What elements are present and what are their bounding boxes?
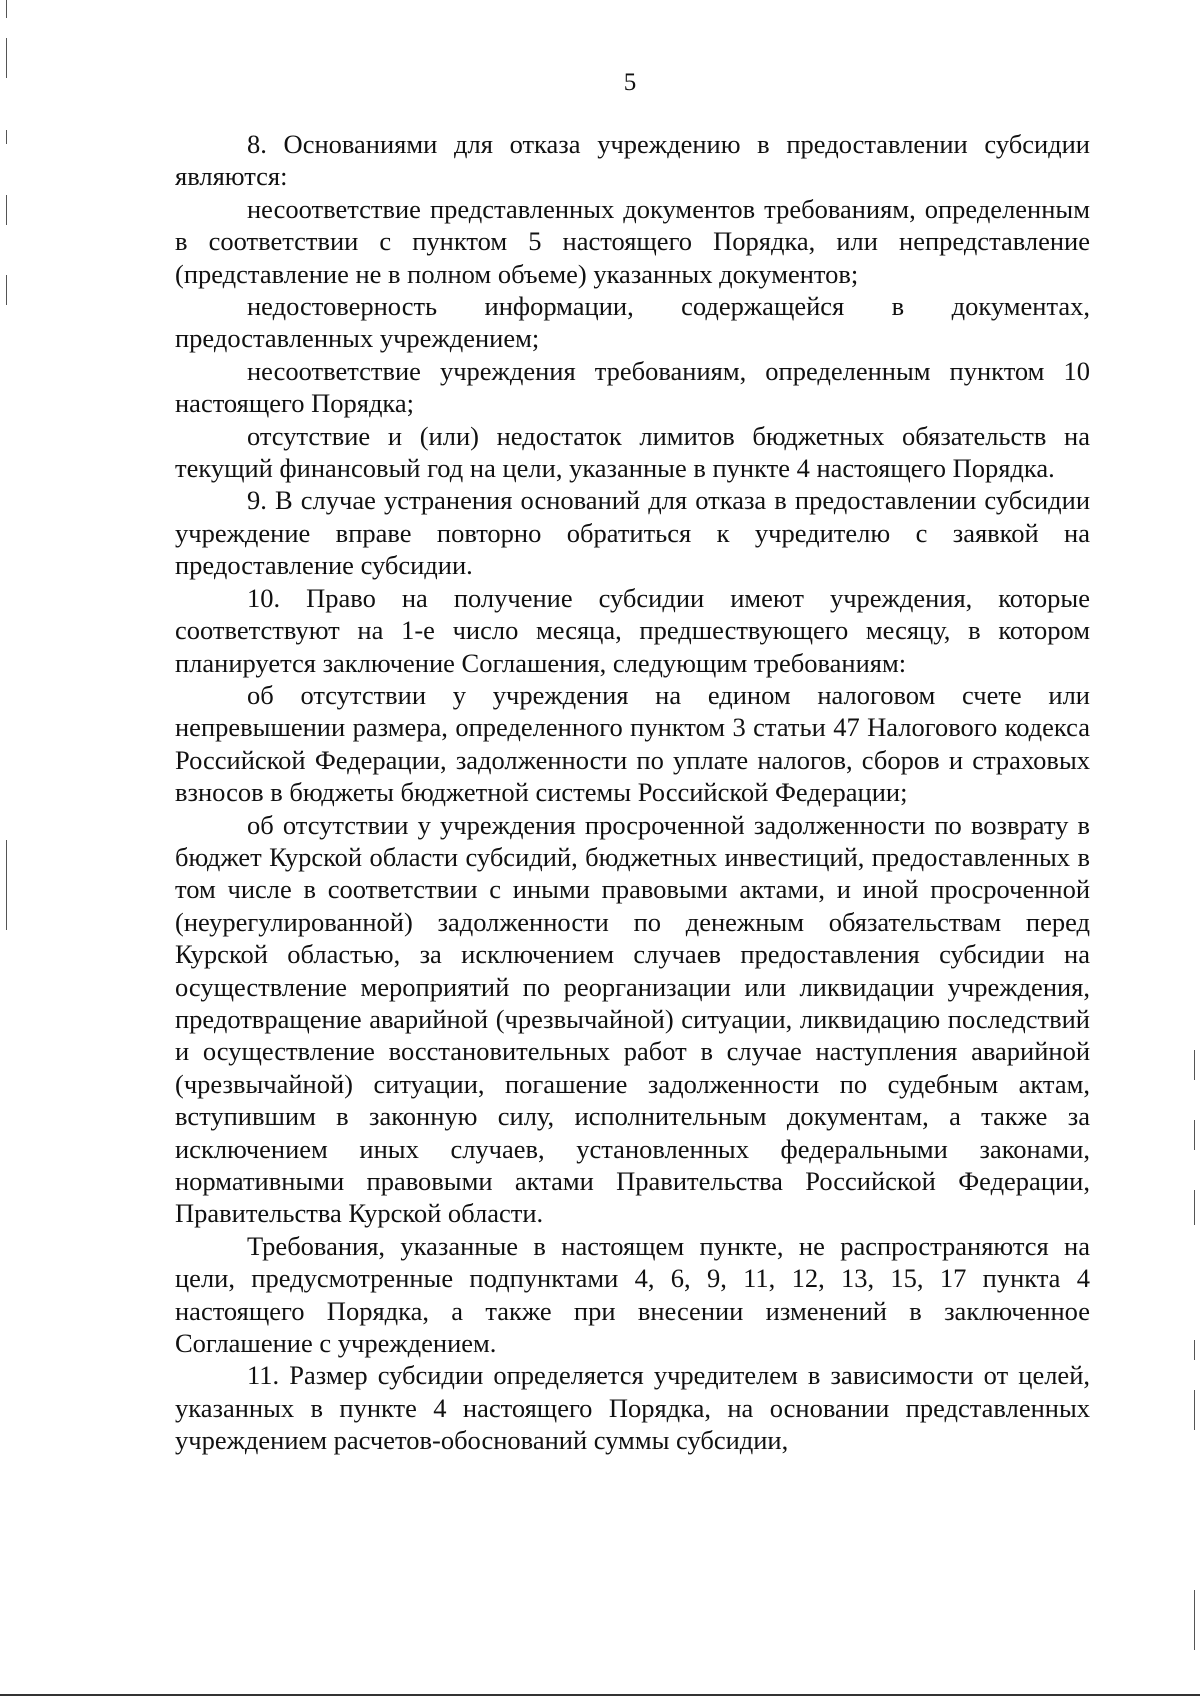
scan-edge-mark bbox=[1194, 1590, 1195, 1650]
paragraph: 8. Основаниями для отказа учреждению в предоставлении субсидии являются: bbox=[175, 129, 1090, 192]
scan-bottom-edge bbox=[0, 1694, 1200, 1696]
scan-edge-mark bbox=[6, 130, 7, 144]
scan-edge-mark bbox=[1194, 1190, 1195, 1225]
scan-edge-mark bbox=[1194, 1050, 1195, 1080]
paragraph: несоответствие учреждения требованиям, определенным пунктом 10 настоящего Порядка; bbox=[175, 355, 1090, 419]
paragraph: 10. Право на получение субсидии имеют учреждения, которые соответствуют на 1-е число месяца, предшествующего месяцу, в котором планируется заключение Соглашения, следующим требованиям: bbox=[175, 582, 1090, 678]
page-number: 5 bbox=[623, 69, 637, 96]
scan-edge-mark bbox=[6, 0, 7, 18]
paragraph: Требования, указанные в настоящем пункте, не распространяются на цели, предусмотренные подпунктами 4, 6, 9, 11, 12, 13, 15, 17 пункта 4 настоящего Порядка, а также при внесении изменений в заключенное Соглашение с учреждением. bbox=[175, 1230, 1090, 1359]
scan-edge-mark bbox=[6, 840, 7, 930]
paragraph: несоответствие представленных документов требованиям, определенным в соответствии с пунктом 5 настоящего Порядка, или непредставление (представление не в полном объеме) указанных документов; bbox=[175, 193, 1090, 289]
scan-edge-mark bbox=[6, 195, 7, 225]
paragraph: 9. В случае устранения оснований для отказа в предоставлении субсидии учреждение вправе повторно обратиться к учредителю с заявкой на предоставление субсидии. bbox=[175, 485, 1090, 581]
document-body bbox=[175, 128, 1090, 1457]
scan-edge-mark bbox=[1194, 1390, 1195, 1430]
paragraph: об отсутствии у учреждения просроченной задолженности по возврату в бюджет Курской области субсидий, бюджетных инвестиций, предоставленных в том числе в соответствии с иными правовыми актами, и иной просроченной (неурегулированной) задолженности по денежным обязательствам перед Курской областью, за исключением случаев предоставления субсидии на осуществление мероприятий по реорганизации или ликвидации учреждения, предотвращение аварийной (чрезвычайной) ситуации, ликвидацию последствий и осуществление восстановительных работ в случае наступления аварийной (чрезвычайной) ситуации, погашение задолженности по судебным актам, вступившим в законную силу, исполнительным документам, а также за исключением иных случаев, установленных федеральными законами, нормативными правовыми актами Правительства Российской Федерации, Правительства Курской области. bbox=[175, 809, 1090, 1229]
paragraph: недостоверность информации, содержащейся в документах, предоставленных учреждением; bbox=[175, 291, 1090, 354]
paragraph: 11. Размер субсидии определяется учредителем в зависимости от целей, указанных в пункте 4 настоящего Порядка, на основании представленных учреждением расчетов-обоснований суммы субсидии, bbox=[175, 1360, 1090, 1456]
paragraph: об отсутствии у учреждения на едином налоговом счете или непревышении размера, определенного пунктом 3 статьи 47 Налогового кодекса Российской Федерации, задолженности по уплате налогов, сборов и страховых взносов в бюджеты бюджетной системы Российской Федерации; bbox=[175, 679, 1090, 808]
paragraph: отсутствие и (или) недостаток лимитов бюджетных обязательств на текущий финансовый год на цели, указанные в пункте 4 настоящего Порядка. bbox=[175, 420, 1090, 484]
scan-edge-mark bbox=[6, 275, 7, 305]
scan-edge-mark bbox=[1194, 1340, 1195, 1360]
scan-edge-mark bbox=[1194, 1120, 1195, 1150]
